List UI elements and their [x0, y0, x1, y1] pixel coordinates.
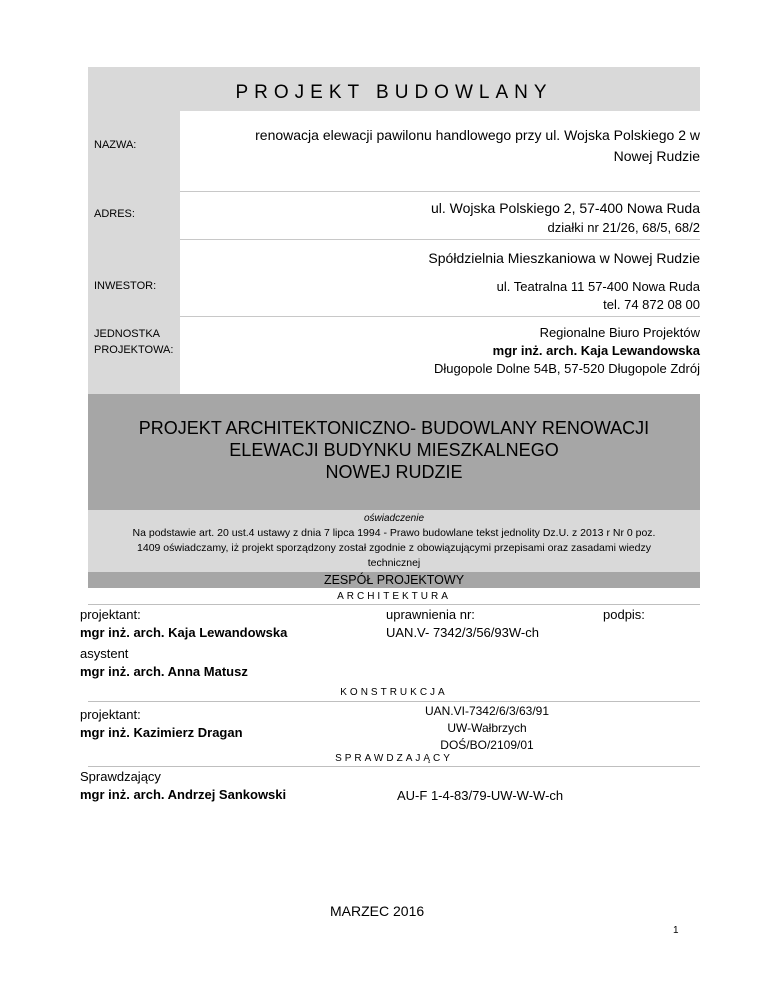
- sprawdzajacy-heading: SPRAWDZAJĄCY: [335, 753, 453, 764]
- nazwa-line2: Nowej Rudzie: [613, 148, 700, 164]
- project-title-line1: PROJEKT ARCHITEKTONICZNO- BUDOWLANY RENOWACJI: [138, 418, 650, 438]
- konstr-projektant-name: mgr inż. Kazimierz Dragan: [80, 725, 243, 740]
- project-title: [88, 417, 700, 483]
- adres-label: ADRES:: [94, 208, 135, 220]
- konstrukcja-heading: KONSTRUKCJA: [340, 687, 448, 698]
- document-date: MARZEC 2016: [330, 903, 425, 919]
- statement-line2: 1409 oświadczamy, iż projekt sporządzony został zgodnie z obowiązującymi przepisami oraz zasadami wiedzy: [137, 542, 651, 554]
- project-title-line2: ELEWACJI BUDYNKU MIESZKALNEGO: [229, 440, 559, 460]
- konstr-upr-line1: UAN.VI-7342/6/3/63/91: [424, 704, 550, 718]
- asystent-label: asystent: [80, 646, 129, 661]
- sprawdzajacy-name: mgr inż. arch. Andrzej Sankowski: [80, 787, 287, 802]
- inwestor-line1: Spółdzielnia Mieszkaniowa w Nowej Rudzie: [428, 250, 700, 266]
- arch-uprawnienia-value: UAN.V- 7342/3/56/93W-ch: [386, 625, 539, 640]
- nazwa-line1: renowacja elewacji pawilonu handlowego przy ul. Wojska Polskiego 2 w: [255, 127, 700, 143]
- inwestor-label: INWESTOR:: [94, 280, 157, 292]
- jednostka-label-1: JEDNOSTKA: [94, 328, 161, 340]
- asystent-name: mgr inż. arch. Anna Matusz: [80, 664, 248, 679]
- sprawdzajacy-uprawnienia: AU-F 1-4-83/79-UW-W-W-ch: [397, 788, 564, 803]
- nazwa-label: NAZWA:: [94, 139, 137, 151]
- jednostka-line2: mgr inż. arch. Kaja Lewandowska: [492, 343, 700, 358]
- konstr-upr-line2: UW-Wałbrzych: [447, 721, 527, 735]
- row-divider: [180, 191, 700, 192]
- statement-text: [98, 526, 690, 571]
- jednostka-line1: Regionalne Biuro Projektów: [539, 325, 700, 340]
- konstr-uprawnienia: [380, 703, 594, 754]
- statement-line1: Na podstawie art. 20 ust.4 ustawy z dnia 7 lipca 1994 - Prawo budowlane tekst jednolity Dz.U. z 2013 r Nr 0 poz.: [132, 527, 656, 539]
- adres-line2: działki nr 21/26, 68/5, 68/2: [547, 220, 700, 235]
- arch-projektant-label: projektant:: [80, 607, 141, 622]
- section-divider: [88, 766, 700, 767]
- document-title: PROJEKT BUDOWLANY: [235, 82, 553, 103]
- statement-line3: technicznej: [367, 557, 421, 569]
- konstr-projektant-label: projektant:: [80, 707, 141, 722]
- page-number: 1: [673, 925, 679, 936]
- team-heading: ZESPÓŁ PROJEKTOWY: [323, 573, 465, 587]
- inwestor-line2: ul. Teatralna 11 57-400 Nowa Ruda: [496, 279, 700, 294]
- adres-line1: ul. Wojska Polskiego 2, 57-400 Nowa Ruda: [430, 200, 700, 216]
- jednostka-line3: Długopole Dolne 54B, 57-520 Długopole Zdrój: [434, 361, 700, 376]
- section-divider: [88, 701, 700, 702]
- section-divider: [88, 604, 700, 605]
- statement-heading: oświadczenie: [363, 513, 425, 524]
- row-divider: [180, 316, 700, 317]
- architektura-heading: ARCHITEKTURA: [337, 591, 451, 602]
- arch-uprawnienia-label: uprawnienia nr:: [386, 607, 475, 622]
- arch-projektant-name: mgr inż. arch. Kaja Lewandowska: [80, 625, 288, 640]
- sprawdzajacy-label: Sprawdzający: [80, 769, 161, 784]
- podpis-label: podpis:: [603, 607, 645, 622]
- inwestor-line3: tel. 74 872 08 00: [603, 297, 700, 312]
- konstr-upr-line3: DOŚ/BO/2109/01: [440, 738, 534, 752]
- jednostka-label-2: PROJEKTOWA:: [94, 344, 174, 356]
- row-divider: [180, 239, 700, 240]
- project-title-line3: NOWEJ RUDZIE: [325, 462, 463, 482]
